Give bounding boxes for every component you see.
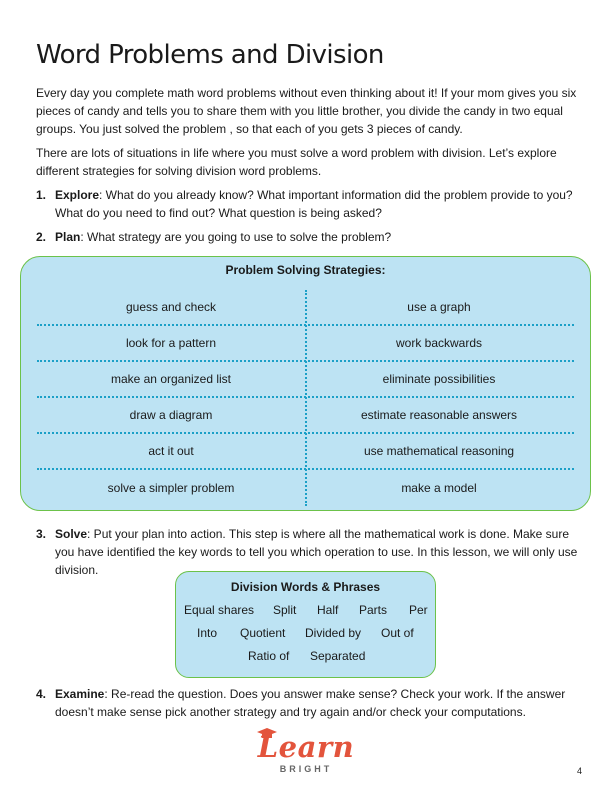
problem-solving-strategies-box [20, 256, 591, 511]
division-word: Into [197, 626, 218, 640]
strategy-item: act it out [148, 444, 194, 458]
step-number: 3. [36, 527, 47, 541]
step-explore [36, 186, 580, 222]
strategy-item: guess and check [125, 300, 217, 314]
step-label: Plan [55, 230, 81, 244]
strategy-item: estimate reasonable answers [360, 408, 518, 422]
division-word: Half [317, 603, 339, 617]
strategy-item: work backwards [395, 336, 483, 350]
division-word: Separated [310, 649, 366, 663]
division-word: Divided by [305, 626, 362, 640]
division-word: Per [409, 603, 428, 617]
step-label: Explore [55, 188, 100, 202]
strategy-item: make an organized list [110, 372, 232, 386]
logo-subtext: BRIGHT [279, 764, 333, 774]
step-plan [36, 228, 580, 246]
strategy-row [37, 434, 574, 470]
strategy-item: use mathematical reasoning [363, 444, 515, 458]
step-text: : What strategy are you going to use to solve the problem? [80, 230, 392, 244]
step-number: 4. [36, 687, 47, 701]
division-words-heading: Division Words & Phrases [230, 580, 381, 594]
page-number: 4 [577, 766, 583, 776]
strategy-item: look for a pattern [125, 336, 217, 350]
learn-bright-logo [255, 728, 357, 780]
division-word: Quotient [240, 626, 286, 640]
strategies-heading: Problem Solving Strategies: [225, 263, 386, 277]
step-label: Examine [55, 687, 105, 701]
strategy-item: solve a simpler problem [107, 481, 235, 495]
page-title: Word Problems and Division [36, 40, 384, 70]
step-text: : Put your plan into action. This step is where all the mathematical work is done. Make sure you have identified the key words to tell you which operation to use. In this lesson, we will only use division. [55, 527, 578, 577]
strategy-row [37, 470, 574, 506]
strategy-item: use a graph [407, 300, 471, 314]
division-words-box [175, 571, 436, 678]
strategy-item: make a model [401, 481, 477, 495]
step-text: : Re-read the question. Does you answer make sense? Check your work. If the answer doesn’t make sense pick another strategy and try again and/or check your computations. [55, 687, 566, 719]
division-word: Equal shares [184, 603, 255, 617]
division-word: Out of [381, 626, 414, 640]
step-number: 2. [36, 230, 47, 244]
strategy-row [37, 326, 574, 362]
intro-paragraph-1: Every day you complete math word problems without even thinking about it! If your mom gives you six pieces of candy and tells you to share them with you little brother, you divide the candy in two equal groups. You just solved the problem , so that each of you gets 3 pieces of candy. [36, 86, 577, 136]
intro-paragraph-2: There are lots of situations in life where you must solve a word problem with division. Let’s explore different strategies for solving division word problems. [36, 146, 557, 178]
strategy-item: draw a diagram [129, 408, 213, 422]
step-examine [36, 685, 580, 721]
strategy-item: eliminate possibilities [382, 372, 496, 386]
strategy-row [37, 398, 574, 434]
step-text: : What do you already know? What important information did the problem provide to you? What do you need to find out? What question is being asked? [55, 188, 573, 220]
strategies-grid [37, 290, 574, 506]
step-number: 1. [36, 188, 47, 202]
strategy-row [37, 362, 574, 398]
division-word: Parts [359, 603, 388, 617]
division-word: Split [273, 603, 297, 617]
division-word: Ratio of [248, 649, 290, 663]
logo-word: Learn [257, 730, 355, 764]
step-label: Solve [55, 527, 88, 541]
strategy-row [37, 290, 574, 326]
